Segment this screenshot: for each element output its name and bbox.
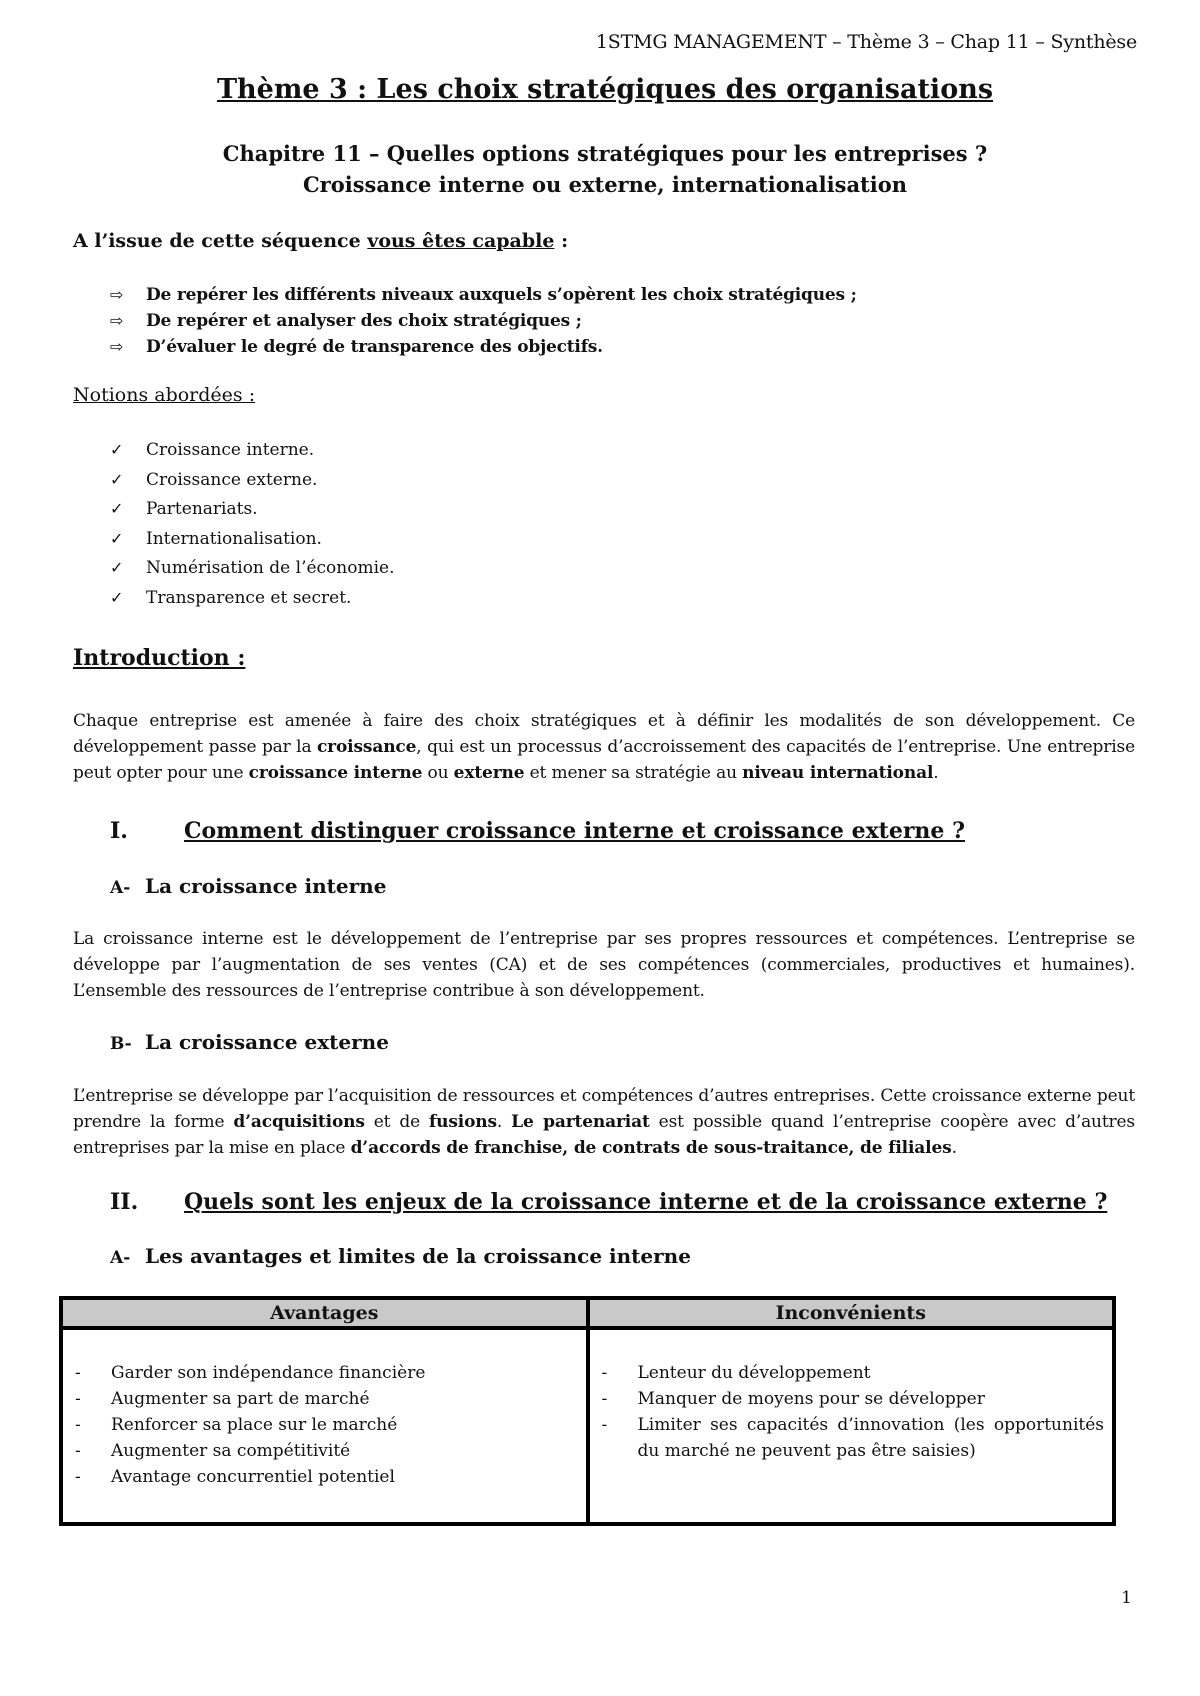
notion-text: Transparence et secret. — [146, 587, 352, 608]
chapter-title: Chapitre 11 – Quelles options stratégiques pour les entreprises ? — [222, 141, 988, 166]
running-header: 1STMG MANAGEMENT – Thème 3 – Chap 11 – Synthèse — [595, 31, 1137, 53]
subsection-letter: A- — [110, 878, 131, 898]
intro-text: ou — [422, 763, 454, 783]
notion-text: Internationalisation. — [146, 528, 322, 549]
list-item-text: Renforcer sa place sur le marché — [111, 1415, 398, 1435]
dash-bullet: - — [601, 1389, 608, 1409]
notion-item — [110, 584, 395, 614]
list-item-text: Augmenter sa part de marché — [111, 1389, 370, 1409]
paragraph-text: et de — [364, 1112, 429, 1132]
page-number: 1 — [1121, 1588, 1132, 1608]
advantages-drawbacks-table — [59, 1296, 1116, 1526]
dash-bullet: - — [75, 1467, 81, 1487]
section-number: I. — [110, 818, 128, 844]
table-row — [61, 1328, 1114, 1524]
drawbacks-list — [590, 1360, 1113, 1464]
section-title: Comment distinguer croissance interne et croissance externe ? — [184, 818, 965, 844]
intro-text: . — [933, 763, 939, 783]
notion-item — [110, 466, 395, 496]
introduction-heading: Introduction : — [73, 645, 246, 671]
list-item — [63, 1464, 586, 1490]
intro-text: et mener sa stratégie au — [524, 763, 743, 783]
notion-item — [110, 554, 395, 584]
intro-text: Chaque entreprise est amenée à faire des choix stratégiques et à définir les modalités de son développement. Ce développement passe par la — [73, 711, 1135, 757]
learning-outcomes-lead — [73, 230, 568, 252]
drawbacks-header: Inconvénients — [588, 1298, 1115, 1328]
subsection-title: La croissance interne — [145, 874, 387, 898]
checkmark-icon: ✓ — [110, 558, 124, 577]
list-item-text: Garder son indépendance financière — [111, 1363, 426, 1383]
paragraph-bold: d’acquisitions — [233, 1112, 365, 1132]
document-title: Thème 3 : Les choix stratégiques des organisations — [216, 74, 994, 105]
paragraph-text: est possible quand l’entreprise coopère avec d’autres entreprises par la mise en place — [73, 1112, 1136, 1158]
list-item-text: Lenteur du développement — [637, 1363, 871, 1383]
paragraph-text: . — [951, 1138, 957, 1158]
subsection-title: La croissance externe — [145, 1030, 389, 1054]
table-header-row — [61, 1298, 1114, 1328]
objective-text: D’évaluer le degré de transparence des objectifs. — [146, 337, 603, 357]
objective-item — [110, 334, 857, 360]
paragraph-text: . — [496, 1112, 512, 1132]
advantages-header: Avantages — [61, 1298, 588, 1328]
notions-heading: Notions abordées : — [73, 384, 256, 406]
dash-bullet: - — [75, 1389, 81, 1409]
list-item — [590, 1412, 1113, 1464]
list-item-text: Avantage concurrentiel potentiel — [111, 1467, 395, 1487]
arrow-right-outline-icon: ⇨ — [110, 337, 124, 356]
internal-growth-paragraph: La croissance interne est le développement de l’entreprise par ses propres ressources et compétences. L’entreprise se développe par l’augmentation de ses ventes (CA) et de ses compétences (commerciales, productives et humaines). L’ensemble des ressources de l’entreprise contribue à son développement. — [73, 929, 1135, 1001]
intro-bold: niveau international — [742, 763, 934, 783]
dash-bullet: - — [75, 1415, 81, 1435]
list-item — [590, 1386, 1113, 1412]
list-item-text: Manquer de moyens pour se développer — [637, 1389, 985, 1409]
objective-text: De repérer et analyser des choix stratégiques ; — [146, 311, 582, 331]
list-item — [63, 1386, 586, 1412]
advantages-list — [63, 1360, 586, 1490]
checkmark-icon: ✓ — [110, 469, 124, 489]
lead-text: A l’issue de cette séquence — [73, 230, 368, 252]
notion-text: Partenariats. — [146, 499, 258, 519]
objective-item — [110, 282, 857, 308]
objective-text: De repérer les différents niveaux auxquels s’opèrent les choix stratégiques ; — [146, 285, 857, 305]
external-growth-paragraph — [73, 1083, 1135, 1161]
paragraph-bold: d’accords de franchise, de contrats de sous-traitance, de filiales — [350, 1138, 952, 1158]
checkmark-icon: ✓ — [110, 587, 124, 607]
arrow-right-outline-icon: ⇨ — [110, 311, 124, 330]
subsection-letter: A- — [110, 1248, 131, 1268]
introduction-paragraph — [73, 708, 1135, 786]
list-item — [63, 1360, 586, 1386]
objective-item — [110, 308, 857, 334]
subsection-2a-heading — [110, 1244, 691, 1268]
checkmark-icon: ✓ — [110, 499, 124, 518]
subsection-letter: B- — [110, 1034, 132, 1054]
notion-item — [110, 525, 395, 555]
notion-text: Croissance interne. — [146, 440, 315, 460]
notion-text: Croissance externe. — [146, 469, 318, 490]
notions-list — [110, 436, 395, 613]
lead-colon: : — [554, 230, 569, 252]
dash-bullet: - — [601, 1415, 608, 1435]
intro-bold: croissance — [316, 737, 417, 757]
lead-underlined: vous êtes capable — [367, 230, 555, 252]
list-item — [590, 1360, 1113, 1386]
list-item — [63, 1438, 586, 1464]
paragraph-text: L’entreprise se développe par l’acquisition de ressources et compétences d’autres entreprises. Cette croissance externe peut prendre la forme — [73, 1086, 1135, 1132]
list-item-text: Augmenter sa compétitivité — [111, 1441, 351, 1461]
section-number: II. — [110, 1189, 139, 1215]
intro-bold: croissance interne — [248, 763, 423, 783]
drawbacks-cell — [588, 1328, 1115, 1524]
notion-item — [110, 495, 395, 525]
checkmark-icon: ✓ — [110, 528, 124, 548]
list-item — [63, 1412, 586, 1438]
section-title: Quels sont les enjeux de la croissance interne et de la croissance externe ? — [184, 1189, 1108, 1215]
dash-bullet: - — [75, 1441, 81, 1461]
dash-bullet: - — [75, 1363, 81, 1383]
advantages-cell — [61, 1328, 588, 1524]
subsection-title: Les avantages et limites de la croissance interne — [145, 1244, 691, 1268]
list-item-text: Limiter ses capacités d’innovation (les opportunités du marché ne peuvent pas être saisies) — [637, 1415, 1104, 1461]
objectives-list — [110, 282, 857, 360]
paragraph-bold: Le partenariat — [511, 1112, 650, 1132]
intro-text: , qui est un processus d’accroissement des capacités de l’entreprise. Une entreprise peut opter pour une — [73, 737, 1135, 783]
subsection-1a-heading — [110, 874, 386, 898]
section-1-heading — [110, 818, 965, 844]
intro-bold: externe — [453, 763, 525, 783]
section-2-heading — [110, 1189, 1107, 1215]
dash-bullet: - — [601, 1363, 608, 1383]
subsection-1b-heading — [110, 1030, 389, 1054]
chapter-subtitle: Croissance interne ou externe, internationalisation — [302, 172, 908, 197]
notion-text: Numérisation de l’économie. — [146, 558, 395, 578]
paragraph-bold: fusions — [428, 1112, 497, 1132]
arrow-right-outline-icon: ⇨ — [110, 285, 124, 304]
checkmark-icon: ✓ — [110, 440, 124, 459]
notion-item — [110, 436, 395, 466]
